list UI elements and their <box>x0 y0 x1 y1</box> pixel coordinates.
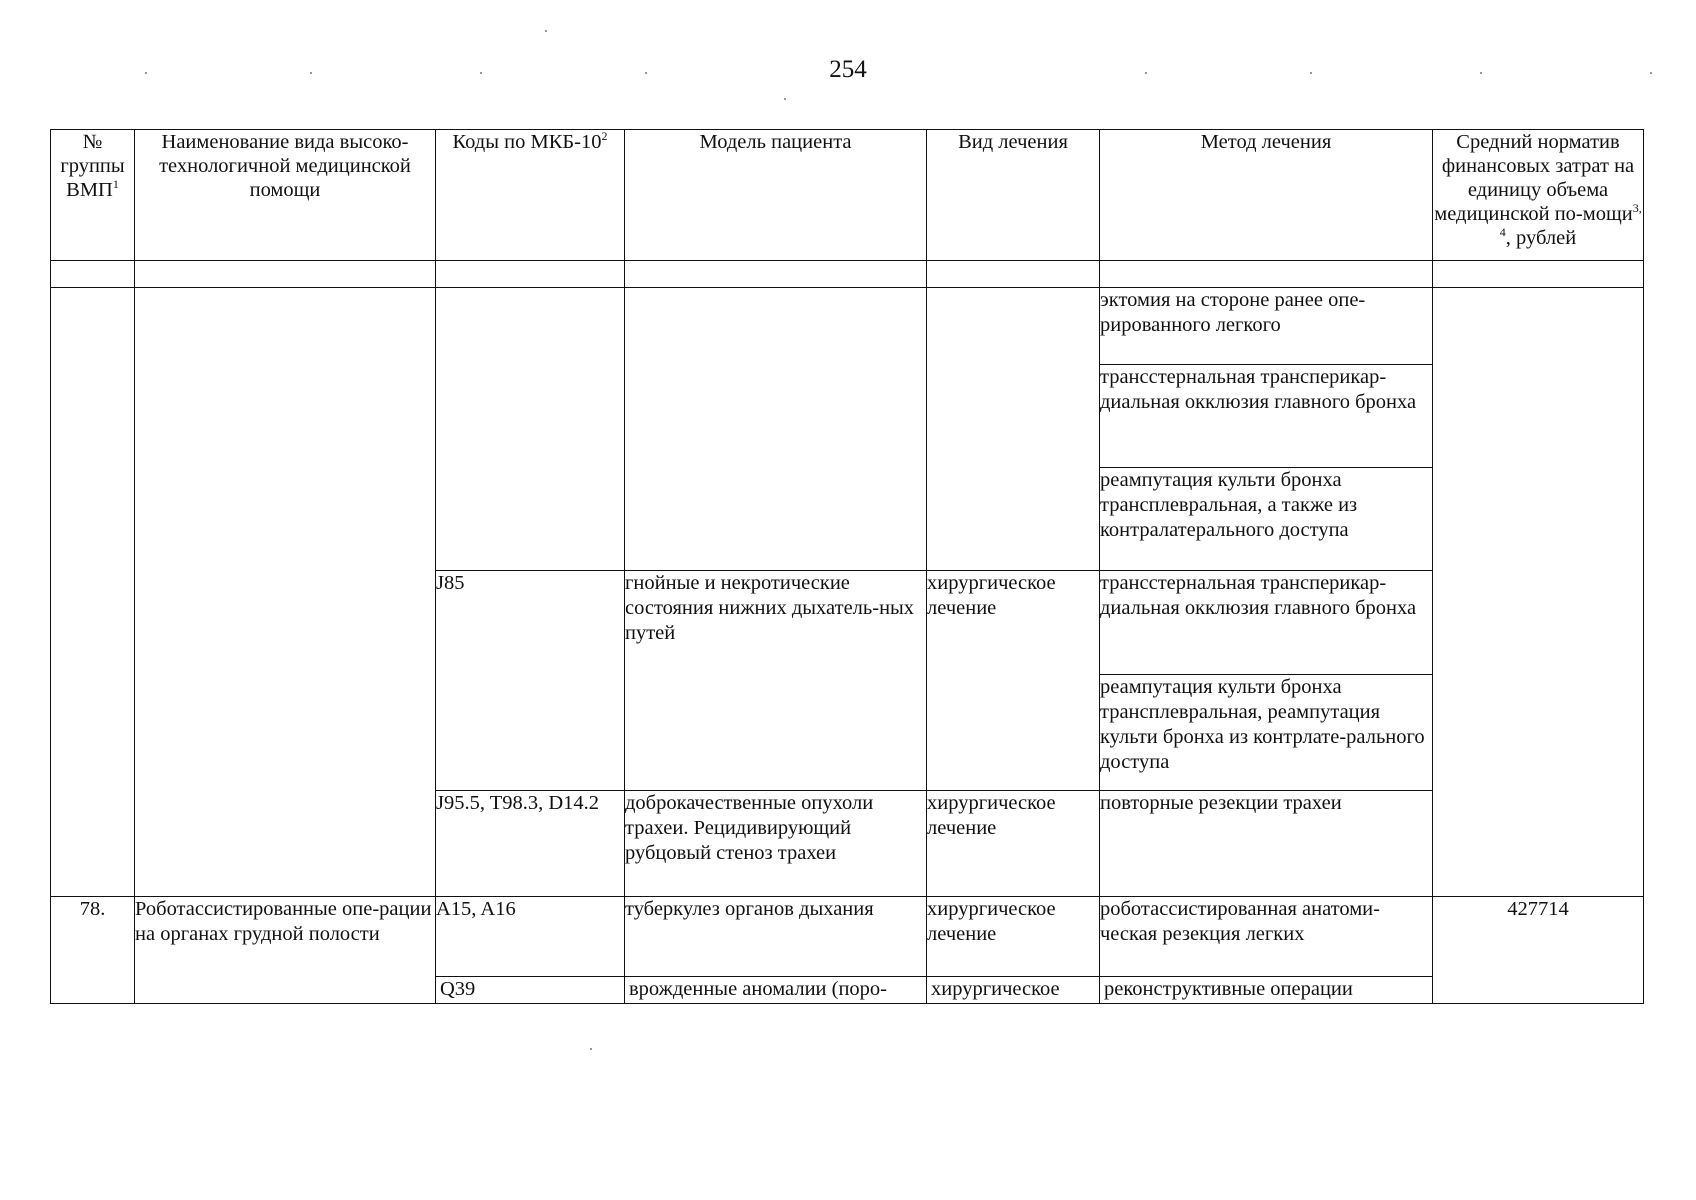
patient-model-cell: доброкачественные опухоли трахеи. Рецидивирующий рубцовый стеноз трахеи <box>625 791 927 897</box>
treatment-cell-continued <box>927 288 1100 571</box>
header-group-number: № группы ВМП$^1$ <box>51 130 135 261</box>
patient-model-cell: гнойные и некротические состояния нижних дыхатель-ных путей <box>625 571 927 791</box>
scan-speck <box>784 98 786 100</box>
treatment-type-cell: хирургическое лечение <box>927 897 1100 977</box>
method-cell: трансстернальная трансперикар-диальная окклюзия главного бронха <box>1100 571 1433 675</box>
treatment-type-cell: хирургическое лечение <box>927 571 1100 791</box>
patient-model-cell: туберкулез органов дыхания <box>625 897 927 977</box>
vmp-name-cell: Роботассистированные опе-рации на органах грудной полости <box>135 897 436 1004</box>
vmp-table <box>50 129 1644 1004</box>
icd-codes-cell: J85 <box>436 571 625 791</box>
header-icd-codes: Коды по МКБ-$10^2$ <box>436 130 625 261</box>
financial-norm-cell: 427714 <box>1433 897 1644 1004</box>
name-cell-continued <box>135 288 436 897</box>
table-spacer-row <box>51 261 1644 288</box>
scan-speck <box>1480 72 1482 74</box>
method-cell: роботассистированная анатоми-ческая резекция легких <box>1100 897 1433 977</box>
scan-speck <box>590 1048 592 1050</box>
table-header-row <box>51 130 1644 261</box>
icd-codes-cell: J95.5, T98.3, D14.2 <box>436 791 625 897</box>
header-financial-norm: Средний норматив финансовых затрат на единицу объема медицинской по-мощи$^{3, 4}$, рублей <box>1433 130 1644 261</box>
group-number-cell: 78. <box>51 897 135 1004</box>
table-row <box>51 288 1644 365</box>
price-cell-continued <box>1433 288 1644 897</box>
method-cell: повторные резекции трахеи <box>1100 791 1433 897</box>
header-vmp-name: Наименование вида высоко-технологичной медицинской помощи <box>135 130 436 261</box>
method-cell: реконструктивные операции <box>1100 977 1433 1004</box>
group-cell-continued <box>51 288 135 897</box>
treatment-type-cell: хирургическое <box>927 977 1100 1004</box>
patient-model-cell: врожденные аномалии (поро- <box>625 977 927 1004</box>
icd-codes-cell: Q39 <box>436 977 625 1004</box>
table-row <box>51 897 1644 977</box>
model-cell-continued <box>625 288 927 571</box>
header-patient-model: Модель пациента <box>625 130 927 261</box>
method-cell: эктомия на стороне ранее опе-рированного легкого <box>1100 288 1433 365</box>
method-cell: реампутация культи бронха трансплевральная, реампутация культи бронха из контрлате-рального доступа <box>1100 675 1433 791</box>
method-cell: реампутация культи бронха трансплевральная, а также из контралатерального доступа <box>1100 468 1433 571</box>
header-treatment-type: Вид лечения <box>927 130 1100 261</box>
scan-speck <box>1310 72 1312 74</box>
icd-codes-cell: A15, A16 <box>436 897 625 977</box>
scan-speck <box>1145 72 1147 74</box>
scan-speck <box>145 72 147 74</box>
treatment-type-cell: хирургическое лечение <box>927 791 1100 897</box>
method-cell: трансстернальная трансперикар-диальная окклюзия главного бронха <box>1100 365 1433 468</box>
scan-speck <box>645 72 647 74</box>
scan-speck <box>1650 72 1652 74</box>
scan-speck <box>480 72 482 74</box>
codes-cell-continued <box>436 288 625 571</box>
header-treatment-method: Метод лечения <box>1100 130 1433 261</box>
page-number: 254 <box>829 56 867 83</box>
scan-speck <box>310 72 312 74</box>
scan-speck <box>545 30 547 32</box>
